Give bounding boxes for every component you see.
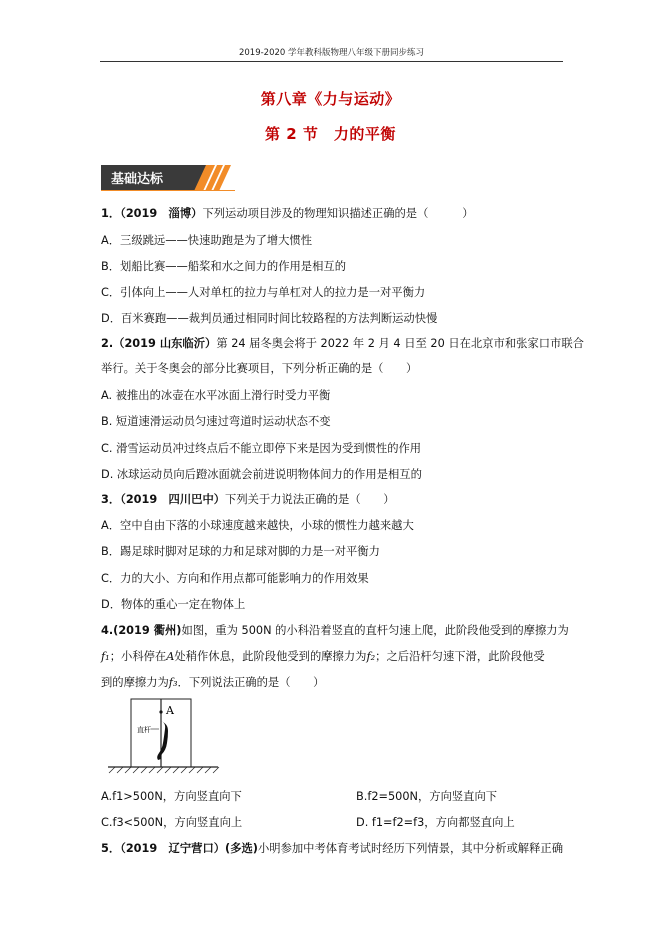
q2-option-c: C. 滑雪运动员冲过终点后不能立即停下来是因为受到惯性的作用 — [101, 442, 422, 455]
q1-source: （2019 淄博） — [120, 207, 203, 220]
q4-figure — [103, 697, 223, 777]
q4-option-d: D. f1=f2=f3，方向都竖直向上 — [356, 816, 515, 829]
badge-label: 基础达标 — [111, 172, 164, 187]
q3-option-d: D．物体的重心一定在物体上 — [101, 598, 246, 611]
q4-text-1: 如图，重为 500N 的小科沿着竖直的直杆匀速上爬，此阶段他受到的摩擦力为 — [181, 624, 569, 637]
q4-option-c: C.f3<500N，方向竖直向上 — [101, 816, 243, 829]
question-4-stem-line3 — [101, 675, 324, 691]
q4-f3: f₃ — [168, 676, 178, 689]
question-2-stem-line1 — [101, 336, 584, 352]
q4-f2: f₂ — [366, 650, 376, 663]
question-4-stem-line1 — [101, 623, 569, 639]
q2-stem-line2: 举行。关于冬奥会的部分比赛项目，下列分析正确的是（ ） — [101, 362, 418, 375]
q2-text-1: 第 24 届冬奥会将于 2022 年 2 月 4 日至 20 日在北京市和张家口市联合 — [216, 337, 584, 350]
q4-point-a: A — [166, 650, 175, 663]
q4-option-b: B.f2=500N，方向竖直向下 — [356, 790, 498, 803]
q3-option-c: C．力的大小、方向和作用点都可能影响力的作用效果 — [101, 572, 369, 585]
q4-text-2c: ；之后沿杆匀速下滑，此阶段他受 — [375, 650, 545, 663]
q2-option-d: D. 冰球运动员向后蹬冰面就会前进说明物体间力的作用是相互的 — [101, 468, 422, 481]
page-header: 2019-2020 学年教科版物理八年级下册同步练习 — [238, 48, 425, 58]
q1-option-c: C．引体向上——人对单杠的拉力与单杠对人的拉力是一对平衡力 — [101, 286, 426, 299]
question-5-stem — [101, 841, 563, 857]
q3-option-b: B．踢足球时脚对足球的力和足球对脚的力是一对平衡力 — [101, 545, 380, 558]
q2-option-b: B. 短道速滑运动员匀速过弯道时运动状态不变 — [101, 415, 331, 428]
q4-text-2b: 处稍作休息，此阶段他受到的摩擦力为 — [174, 650, 367, 663]
q1-text: 下列运动项目涉及的物理知识描述正确的是（ ） — [202, 207, 474, 220]
question-3-stem — [101, 492, 395, 508]
q1-option-a: A．三级跳远——快速助跑是为了增大惯性 — [101, 234, 313, 247]
header-rule — [100, 61, 563, 62]
q4-source: 4.(2019 衢州) — [101, 624, 182, 637]
q1-option-d: D．百米赛跑——裁判员通过相同时间比较路程的方法判断运动快慢 — [101, 312, 438, 325]
figure-pole-label: 直杆 — [137, 726, 151, 734]
section-badge — [101, 165, 235, 191]
q4-text-3a: 到的摩擦力为 — [101, 676, 169, 689]
q5-text: 小明参加中考体育考试时经历下列情景，其中分析或解释正确 — [257, 842, 563, 855]
q4-text-2a: ；小科停在 — [109, 650, 167, 663]
q5-source: （2019 辽宁营口）(多选) — [120, 842, 258, 855]
section-title: 第 2 节 力的平衡 — [265, 125, 396, 143]
q4-option-a: A.f1>500N，方向竖直向下 — [101, 790, 242, 803]
q4-text-3b: ．下列说法正确的是（ ） — [177, 676, 325, 689]
question-4-stem-line2 — [101, 649, 545, 665]
chapter-title: 第八章《力与运动》 — [260, 90, 401, 108]
question-1-stem — [101, 206, 474, 222]
q2-source: 2.（2019 山东临沂） — [101, 337, 217, 350]
q3-number: 3． — [101, 493, 121, 506]
q3-option-a: A．空中自由下落的小球速度越来越快，小球的惯性力越来越大 — [101, 519, 414, 532]
figure-climber — [157, 721, 168, 760]
q1-option-b: B．划船比赛——船桨和水之间力的作用是相互的 — [101, 260, 346, 273]
q4-f1: f₁ — [101, 650, 110, 663]
figure-point-label: A — [166, 704, 174, 717]
q3-source: （2019 四川巴中） — [120, 493, 226, 506]
q1-number: 1． — [101, 207, 121, 220]
figure-point-a — [159, 710, 162, 713]
q3-text: 下列关于力说法正确的是（ ） — [225, 493, 395, 506]
q2-option-a: A. 被推出的冰壶在水平冰面上滑行时受力平衡 — [101, 389, 331, 402]
q5-number: 5． — [101, 842, 121, 855]
